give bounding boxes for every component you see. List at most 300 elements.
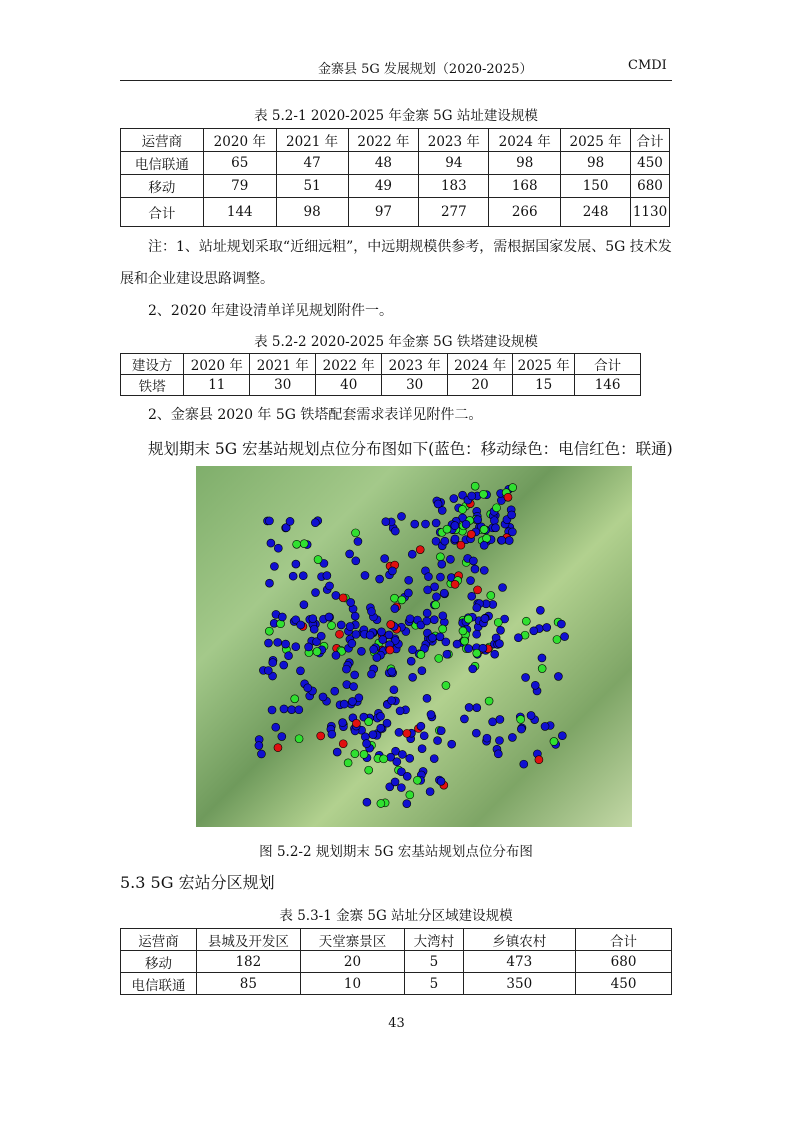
station-point [274,638,282,646]
station-point [377,712,385,720]
section-title: 5.3 5G 宏站分区规划 [120,873,275,892]
station-point [491,650,499,658]
table-site-scale [120,128,670,227]
station-point [370,645,378,653]
note-1-cont: 展和企业建设思路调整。 [120,271,274,287]
station-point [348,697,356,705]
station-point [522,617,530,625]
station-point [295,735,303,743]
station-point [390,594,398,602]
station-point [509,484,517,492]
station-point [403,800,411,808]
table-header-row [121,929,672,951]
station-point [274,544,282,552]
header-cell: 2020 年 [184,354,250,375]
table-cell: 168 [489,175,561,198]
table-header-row [121,354,641,375]
station-point [467,577,475,585]
table-cell: 电信联通 [121,973,197,995]
station-point [465,645,473,653]
station-point [293,540,301,548]
station-point [471,565,479,573]
station-point [408,550,416,558]
station-point [438,560,446,568]
station-point [514,634,522,642]
station-point [424,573,432,581]
station-point [406,615,414,623]
station-distribution-map [196,466,632,827]
table-row [121,375,641,396]
table-cell: 450 [631,152,670,175]
note-2: 2、2020 年建设清单详见规划附件一。 [148,303,393,319]
station-point [398,596,406,604]
header-cell: 建设方 [121,354,184,375]
station-point [496,715,504,723]
table-cell: 266 [489,198,561,227]
station-point [451,535,459,543]
station-point [497,626,505,634]
station-point [479,490,487,498]
station-point [377,800,385,808]
header-cell: 2024 年 [489,129,561,152]
station-point [346,550,354,558]
station-point [538,654,546,662]
table-cell: 20 [448,375,513,396]
station-point [314,556,322,564]
station-point [304,684,312,692]
station-point [494,618,502,626]
table-zone-scale [120,928,672,995]
table-row [121,973,672,995]
station-point [267,539,275,547]
station-point [282,640,290,648]
station-point [390,686,398,694]
station-point [391,605,399,613]
station-point [464,615,472,623]
station-point [498,536,506,544]
table-cell: 51 [276,175,348,198]
station-point [347,598,355,606]
station-point [289,572,297,580]
station-point [439,625,447,633]
table-cell: 10 [300,973,405,995]
station-point [543,623,551,631]
station-point [360,750,368,758]
table2-caption: 表 5.2-2 2020-2025 年金寨 5G 铁塔建设规模 [254,334,538,350]
station-point [558,732,566,740]
header-cell: 2022 年 [348,129,419,152]
station-point [352,557,360,565]
station-point [508,528,516,536]
station-point [365,718,373,726]
station-point [346,622,354,630]
table-cell: 11 [184,375,250,396]
station-point [379,636,387,644]
table-cell: 65 [203,152,276,175]
station-point [432,519,440,527]
station-point [333,748,341,756]
station-point [350,683,358,691]
station-point [508,511,516,519]
header-cell: 2021 年 [250,354,316,375]
station-point [426,788,434,796]
station-point [380,755,388,763]
station-point [310,625,318,633]
note-3: 2、金寨县 2020 年 5G 铁塔配套需求表详见附件二。 [148,407,483,423]
station-point [554,672,562,680]
table-cell: 680 [576,951,672,973]
station-point [269,659,277,667]
station-point [430,755,438,763]
station-point [405,576,413,584]
station-point [305,643,313,651]
station-point [436,633,444,641]
station-point [527,711,535,719]
header-cell: 天堂寨景区 [300,929,405,951]
station-point [460,715,468,723]
station-point [264,639,272,647]
table-cell: 30 [382,375,448,396]
station-point [469,665,477,673]
station-point [436,553,444,561]
header-cell: 乡镇农村 [463,929,576,951]
station-point [365,766,373,774]
station-point [427,710,435,718]
station-point [403,772,411,780]
station-point [472,729,480,737]
station-point [461,637,469,645]
station-point [337,621,345,629]
table-cell: 20 [300,951,405,973]
map-intro: 规划期末 5G 宏基站规划点位分布图如下(蓝色：移动绿色：电信红色：联通) [148,440,673,458]
station-point [448,740,456,748]
table-cell: 移动 [121,951,197,973]
station-point [468,592,476,600]
station-point [411,520,419,528]
table-cell: 49 [348,175,419,198]
header-cell: 2025 年 [561,129,631,152]
station-point [471,482,479,490]
station-point [369,731,377,739]
station-point [469,557,477,565]
table-cell: 680 [631,175,670,198]
station-point [388,697,396,705]
table-row [121,175,670,198]
station-point [493,504,501,512]
station-point [517,715,525,723]
station-point [397,784,405,792]
station-point [417,651,425,659]
station-point [465,703,473,711]
station-point [531,681,539,689]
station-point [388,667,396,675]
table-cell: 40 [316,375,382,396]
station-point [437,777,445,785]
table-cell: 48 [348,152,419,175]
station-point [398,512,406,520]
station-point [339,719,347,727]
station-point [325,613,333,621]
header-cell: 合计 [576,929,672,951]
station-point [479,644,487,652]
table1-caption: 表 5.2-1 2020-2025 年金寨 5G 站址建设规模 [254,108,538,124]
station-point [474,516,482,524]
page-number: 43 [388,1016,405,1031]
station-point [458,505,466,513]
station-point [348,639,356,647]
note-1: 注：1、站址规划采取“近细远粗”，中远期规模供参考，需根据国家发展、5G 技术发 [148,239,672,255]
station-point [407,657,415,665]
station-point [483,734,491,742]
station-point [487,591,495,599]
station-point [457,541,465,549]
station-point [391,778,399,786]
station-point [439,612,447,620]
station-point [270,562,278,570]
header-org: CMDI [628,58,667,73]
station-point [295,706,303,714]
station-point [272,723,280,731]
figure-caption: 图 5.2-2 规划期末 5G 宏基站规划点位分布图 [259,844,533,860]
station-point [265,579,273,587]
station-point [517,725,525,733]
table-cell: 85 [196,973,300,995]
table-cell: 450 [576,973,672,995]
station-point [257,750,265,758]
table-cell: 79 [203,175,276,198]
station-point [381,555,389,563]
table-cell: 电信联通 [121,152,204,175]
station-point [443,650,451,658]
station-point [406,754,414,762]
table-cell: 97 [348,198,419,227]
station-point [285,652,293,660]
station-point [473,604,481,612]
table-cell: 98 [489,152,561,175]
table-tower-scale [120,353,641,396]
table-header-row [121,129,670,152]
station-point [420,732,428,740]
station-point [336,630,344,638]
station-point [492,524,500,532]
header-cell: 2025 年 [513,354,575,375]
station-point [326,582,334,590]
station-point [288,706,296,714]
station-point [541,722,549,730]
station-point [423,617,431,625]
header-cell: 运营商 [121,929,197,951]
station-point [376,575,384,583]
station-point [255,742,263,750]
station-point [432,593,440,601]
table-cell: 铁塔 [121,375,184,396]
table-cell: 350 [463,973,576,995]
table-cell: 248 [561,198,631,227]
station-point [366,631,374,639]
station-point [309,615,317,623]
station-point [441,537,449,545]
station-point [352,529,360,537]
station-point [313,648,321,656]
station-point [481,615,489,623]
station-point [530,627,538,635]
station-point [363,798,371,806]
table-cell: 移动 [121,175,204,198]
station-point [494,750,502,758]
header-cell: 县城及开发区 [196,929,300,951]
station-point [386,646,394,654]
station-point [451,580,459,588]
table-row [121,951,672,973]
map-points [196,466,632,827]
station-point [351,612,359,620]
station-point [268,706,276,714]
station-point [331,687,339,695]
station-point [453,640,461,648]
station-point [436,573,444,581]
station-point [428,634,436,642]
header-cell: 大湾村 [405,929,463,951]
station-point [361,571,369,579]
station-point [351,750,359,758]
station-point [485,697,493,705]
station-point [423,694,431,702]
table-cell: 277 [419,198,489,227]
station-point [536,606,544,614]
station-point [339,740,347,748]
station-point [522,673,530,681]
header-title: 金寨县 5G 发展规划（2020-2025） [318,62,533,77]
station-point [437,727,445,735]
station-point [388,567,396,575]
station-point [504,493,512,501]
station-point [473,704,481,712]
station-point [557,620,565,628]
station-point [317,632,325,640]
station-point [332,591,340,599]
station-point [377,628,385,636]
header-rule [120,80,672,81]
station-point [451,522,459,530]
table-row [121,198,670,227]
station-point [505,537,513,545]
station-point [432,601,440,609]
table-cell: 144 [203,198,276,227]
station-point [398,750,406,758]
station-point [351,671,359,679]
station-point [520,760,528,768]
station-point [332,651,340,659]
station-point [280,661,288,669]
table-cell: 473 [463,951,576,973]
station-point [387,620,395,628]
station-point [311,519,319,527]
station-point [340,700,348,708]
station-point [499,584,507,592]
header-cell: 2023 年 [382,354,448,375]
table-cell: 1130 [631,198,670,227]
station-point [404,589,412,597]
station-point [352,719,360,727]
station-point [450,495,458,503]
station-point [328,622,336,630]
station-point [367,608,375,616]
station-point [418,667,426,675]
station-point [459,627,467,635]
station-point [474,586,482,594]
station-point [391,527,399,535]
station-point [480,525,488,533]
station-point [508,733,516,741]
station-point [278,613,286,621]
station-point [403,729,411,737]
station-point [292,643,300,651]
station-point [462,520,470,528]
station-point [416,546,424,554]
table-cell: 94 [419,152,489,175]
station-point [413,776,421,784]
table-row [121,152,670,175]
table-cell: 15 [513,375,575,396]
station-point [312,589,320,597]
station-point [421,520,429,528]
station-point [396,707,404,715]
station-point [561,633,569,641]
table-cell: 5 [405,973,463,995]
station-point [342,665,350,673]
table-cell: 98 [561,152,631,175]
station-point [417,722,425,730]
station-point [317,732,325,740]
station-point [553,635,561,643]
station-point [550,737,558,745]
station-point [490,517,498,525]
station-point [418,745,426,753]
header-cell: 2024 年 [448,354,513,375]
station-point [278,733,286,741]
header-cell: 合计 [631,129,670,152]
station-point [430,616,438,624]
station-point [443,525,451,533]
station-point [535,756,543,764]
header-cell: 2022 年 [316,354,382,375]
station-point [480,566,488,574]
station-point [395,728,403,736]
station-point [434,737,442,745]
station-point [423,609,431,617]
table-cell: 183 [419,175,489,198]
station-point [323,572,331,580]
table-cell: 150 [561,175,631,198]
station-point [354,537,362,545]
station-point [440,589,448,597]
station-point [473,630,481,638]
header-cell: 2020 年 [203,129,276,152]
station-point [286,517,294,525]
station-point [495,640,503,648]
station-point [280,705,288,713]
station-point [274,744,282,752]
station-point [383,719,391,727]
station-point [264,667,272,675]
station-point [367,670,375,678]
station-point [299,572,307,580]
station-point [319,693,327,701]
station-point [357,647,365,655]
station-point [489,718,497,726]
station-point [292,560,300,568]
station-point [408,646,416,654]
